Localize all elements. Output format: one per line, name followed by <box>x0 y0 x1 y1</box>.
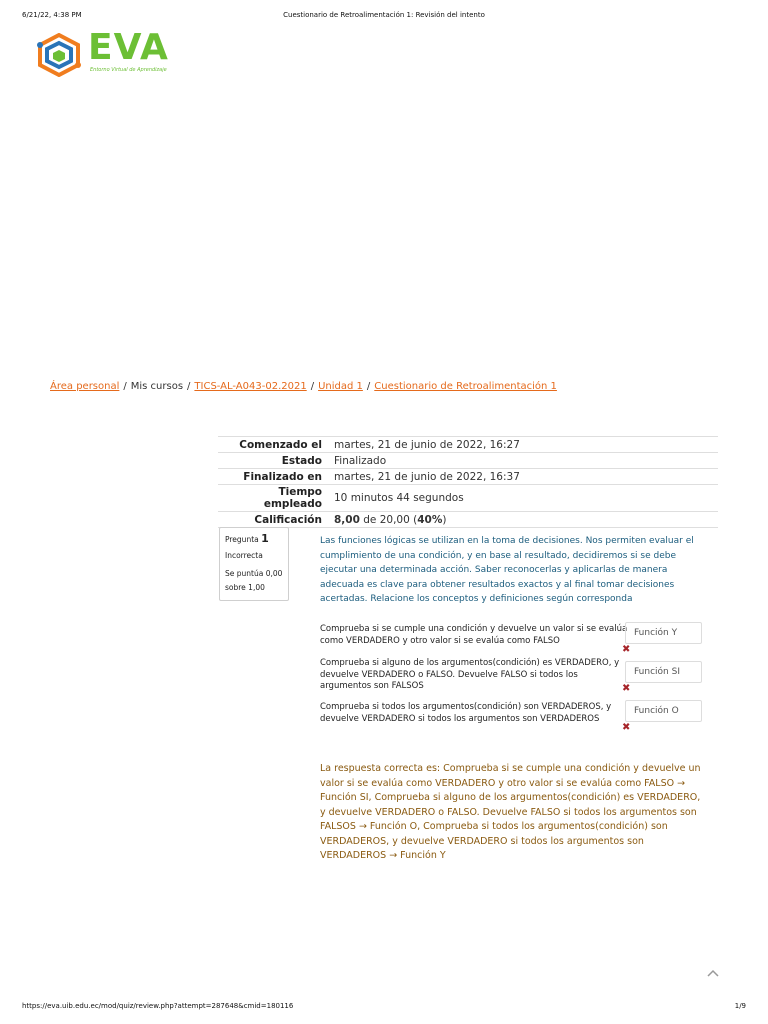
attempt-summary-table <box>218 436 718 528</box>
summary-key: Comenzado el <box>218 437 328 453</box>
question-number-value: 1 <box>261 532 269 545</box>
eva-logo-hexagon-icon <box>34 33 84 77</box>
question-number <box>225 532 288 547</box>
match-prompt-2: Comprueba si alguno de los argumentos(condición) es VERDADERO, y devuelve VERDADERO o FALSO. Devuelve FALSO si todos los argumentos son FALSOS <box>320 658 620 691</box>
print-date: 6/21/22, 4:38 PM <box>22 11 82 19</box>
summary-row-finished <box>218 469 718 485</box>
breadcrumb-course[interactable]: TICS-AL-A043-02.2021 <box>194 381 307 392</box>
summary-key: Finalizado en <box>218 469 328 485</box>
eva-logo[interactable] <box>34 27 184 77</box>
grade-percent: 40% <box>417 513 443 526</box>
question-info-box <box>219 527 289 601</box>
breadcrumb-separator: / <box>187 381 191 392</box>
match-select-2[interactable]: Función SI <box>625 661 702 683</box>
summary-value: martes, 21 de junio de 2022, 16:27 <box>328 437 718 453</box>
grade-out-of: de 20,00 ( <box>359 513 418 526</box>
print-footer <box>22 1002 746 1012</box>
match-select-1[interactable]: Función Y <box>625 622 702 644</box>
logo-text: EVA <box>88 27 169 68</box>
page-url: https://eva.uib.edu.ec/mod/quiz/review.php?attempt=287648&cmid=180116 <box>22 1002 294 1010</box>
match-select-3[interactable]: Función O <box>625 700 702 722</box>
incorrect-icon: ✖ <box>622 644 631 655</box>
incorrect-icon: ✖ <box>622 722 631 733</box>
document-title: Cuestionario de Retroalimentación 1: Revisión del intento <box>283 11 485 19</box>
summary-value: martes, 21 de junio de 2022, 16:37 <box>328 469 718 485</box>
breadcrumb-separator: / <box>310 381 315 392</box>
summary-row-started <box>218 437 718 453</box>
question-text: Las funciones lógicas se utilizan en la toma de decisiones. Nos permiten evaluar el cumplimiento de una condición, y en base al resultado, decidiremos si se debe ejecutar una determinada acción. Saber reconocerlas y aplicarlas de manera adecuada es clave para obtener resultados exactos y al final tomar decisiones acertadas. Relacione los conceptos y definiciones según corresponda <box>320 536 694 604</box>
grade-close: ) <box>442 513 447 526</box>
match-prompt-3: Comprueba si todos los argumentos(condición) son VERDADEROS, y devuelve VERDADERO si todos los argumentos son VERDADEROS <box>320 702 612 724</box>
summary-row-state <box>218 453 718 469</box>
print-header <box>22 11 746 21</box>
grade-value <box>328 512 718 528</box>
breadcrumb-quiz[interactable]: Cuestionario de Retroalimentación 1 <box>374 381 557 392</box>
question-label: Pregunta <box>225 535 259 544</box>
summary-row-grade <box>218 512 718 528</box>
breadcrumb-separator: / <box>366 381 371 392</box>
match-prompt-1: Comprueba si se cumple una condición y devuelve un valor si se evalúa como VERDADERO y otro valor si se evalúa como FALSO <box>320 624 628 646</box>
summary-row-time-taken <box>218 485 718 512</box>
breadcrumb-separator: / <box>123 381 127 392</box>
correct-answer-feedback: La respuesta correcta es: Comprueba si se cumple una condición y devuelve un valor si se evalúa como VERDADERO y otro valor si se evalúa como FALSO → Función SI, Comprueba si alguno de los argumentos(condición) es VERDADERO, y devuelve VERDADERO o FALSO. Devuelve FALSO si todos los argumentos son FALSOS → Función O, Comprueba si todos los argumentos(condición) son VERDADEROS, y devuelve VERDADERO si todos los argumentos son VERDADEROS → Función Y <box>320 763 701 861</box>
summary-key: Estado <box>218 453 328 469</box>
grade-points: 8,00 <box>334 513 360 526</box>
breadcrumb-mis-cursos: Mis cursos <box>130 381 184 392</box>
chevron-up-icon[interactable] <box>707 966 719 980</box>
breadcrumb <box>50 381 557 392</box>
question-score: Se puntúa 0,00 sobre 1,00 <box>225 569 283 592</box>
question-state: Incorrecta <box>225 551 263 560</box>
breadcrumb-area-personal[interactable]: Área personal <box>50 381 120 392</box>
page-counter: 1/9 <box>734 1002 746 1010</box>
summary-value: 10 minutos 44 segundos <box>328 485 718 512</box>
breadcrumb-unit[interactable]: Unidad 1 <box>318 381 363 392</box>
summary-key: Tiempo empleado <box>218 485 328 512</box>
summary-key: Calificación <box>218 512 328 528</box>
logo-subtitle: Entorno Virtual de Aprendizaje <box>90 67 167 73</box>
summary-value: Finalizado <box>328 453 718 469</box>
incorrect-icon: ✖ <box>622 683 631 694</box>
